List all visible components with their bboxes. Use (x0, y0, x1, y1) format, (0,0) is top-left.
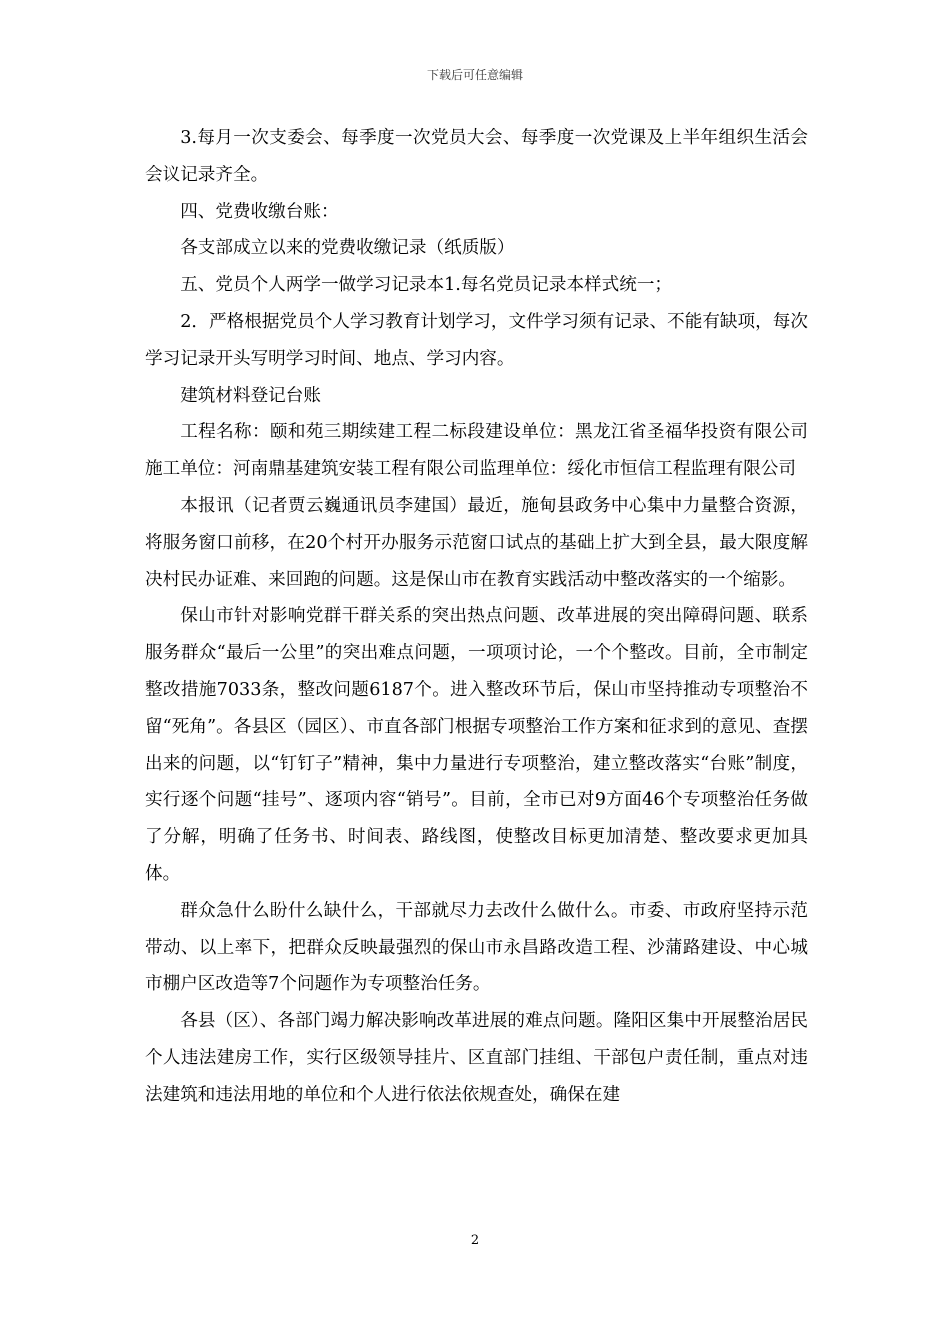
page-number: 2 (470, 1233, 480, 1248)
paragraph-party-dues-heading: 四、党费收缴台账： (180, 201, 339, 222)
paragraph-rectification: 保山市针对影响党群干群关系的突出热点问题、改革进展的突出障碍问题、联系服务群众“最后一公里”的突出难点问题，一项项讨论，一个个整改。目前，全市制定整改措施7033条，整改问题6187个。进入整改环节后，保山市坚持推动专项整治不留“死角”。各县区（园区）、市直各部门根据专项整治工作方案和征求到的意见、查摆出来的问题，以“钉钉子”精神，集中力量进行专项整治，建立整改落实“台账”制度，实行逐个问题“挂号”、逐项内容“销号”。目前，全市已对9方面46个专项整治任务做了分解，明确了任务书、时间表、路线图，使整改目标更加清楚、整改要求更加具体。 (145, 606, 808, 884)
page-header: 下载后可任意编辑 (426, 68, 523, 82)
document-body (145, 120, 808, 1114)
paragraph-meeting-records: 3.每月一次支委会、每季度一次党员大会、每季度一次党课及上半年组织生活会会议记录齐全。 (145, 128, 808, 185)
paragraph-demonstration: 群众急什么盼什么缺什么，干部就尽力去改什么做什么。市委、市政府坚持示范带动、以上率下，把群众反映最强烈的保山市永昌路改造工程、沙蒲路建设、中心城市棚户区改造等7个问题作为专项整治任务。 (145, 900, 808, 995)
paragraph-party-dues-records: 各支部成立以来的党费收缴记录（纸质版） (180, 238, 515, 259)
paragraph-study-notebook: 五、党员个人两学一做学习记录本1.每名党员记录本样式统一； (180, 275, 673, 296)
paragraph-materials-ledger-title: 建筑材料登记台账 (180, 385, 321, 406)
paragraph-study-plan: 2．严格根据党员个人学习教育计划学习，文件学习须有记录、不能有缺项，每次学习记录开头写明学习时间、地点、学习内容。 (145, 311, 808, 369)
paragraph-difficulties: 各县（区）、各部门竭力解决影响改革进展的难点问题。隆阳区集中开展整治居民个人违法建房工作，实行区级领导挂片、区直部门挂组、干部包户责任制，重点对违法建筑和违法用地的单位和个人进行依法依规查处，确保在建 (145, 1011, 808, 1105)
paragraph-project-info: 工程名称：颐和苑三期续建工程二标段建设单位：黑龙江省圣福华投资有限公司施工单位：河南鼎基建筑安装工程有限公司监理单位：绥化市恒信工程监理有限公司 (145, 422, 808, 480)
paragraph-news-lead: 本报讯（记者贾云巍通讯员李建国）最近，施甸县政务中心集中力量整合资源，将服务窗口前移，在20个村开办服务示范窗口试点的基础上扩大到全县，最大限度解决村民办证难、来回跑的问题。这是保山市在教育实践活动中整改落实的一个缩影。 (145, 495, 808, 590)
